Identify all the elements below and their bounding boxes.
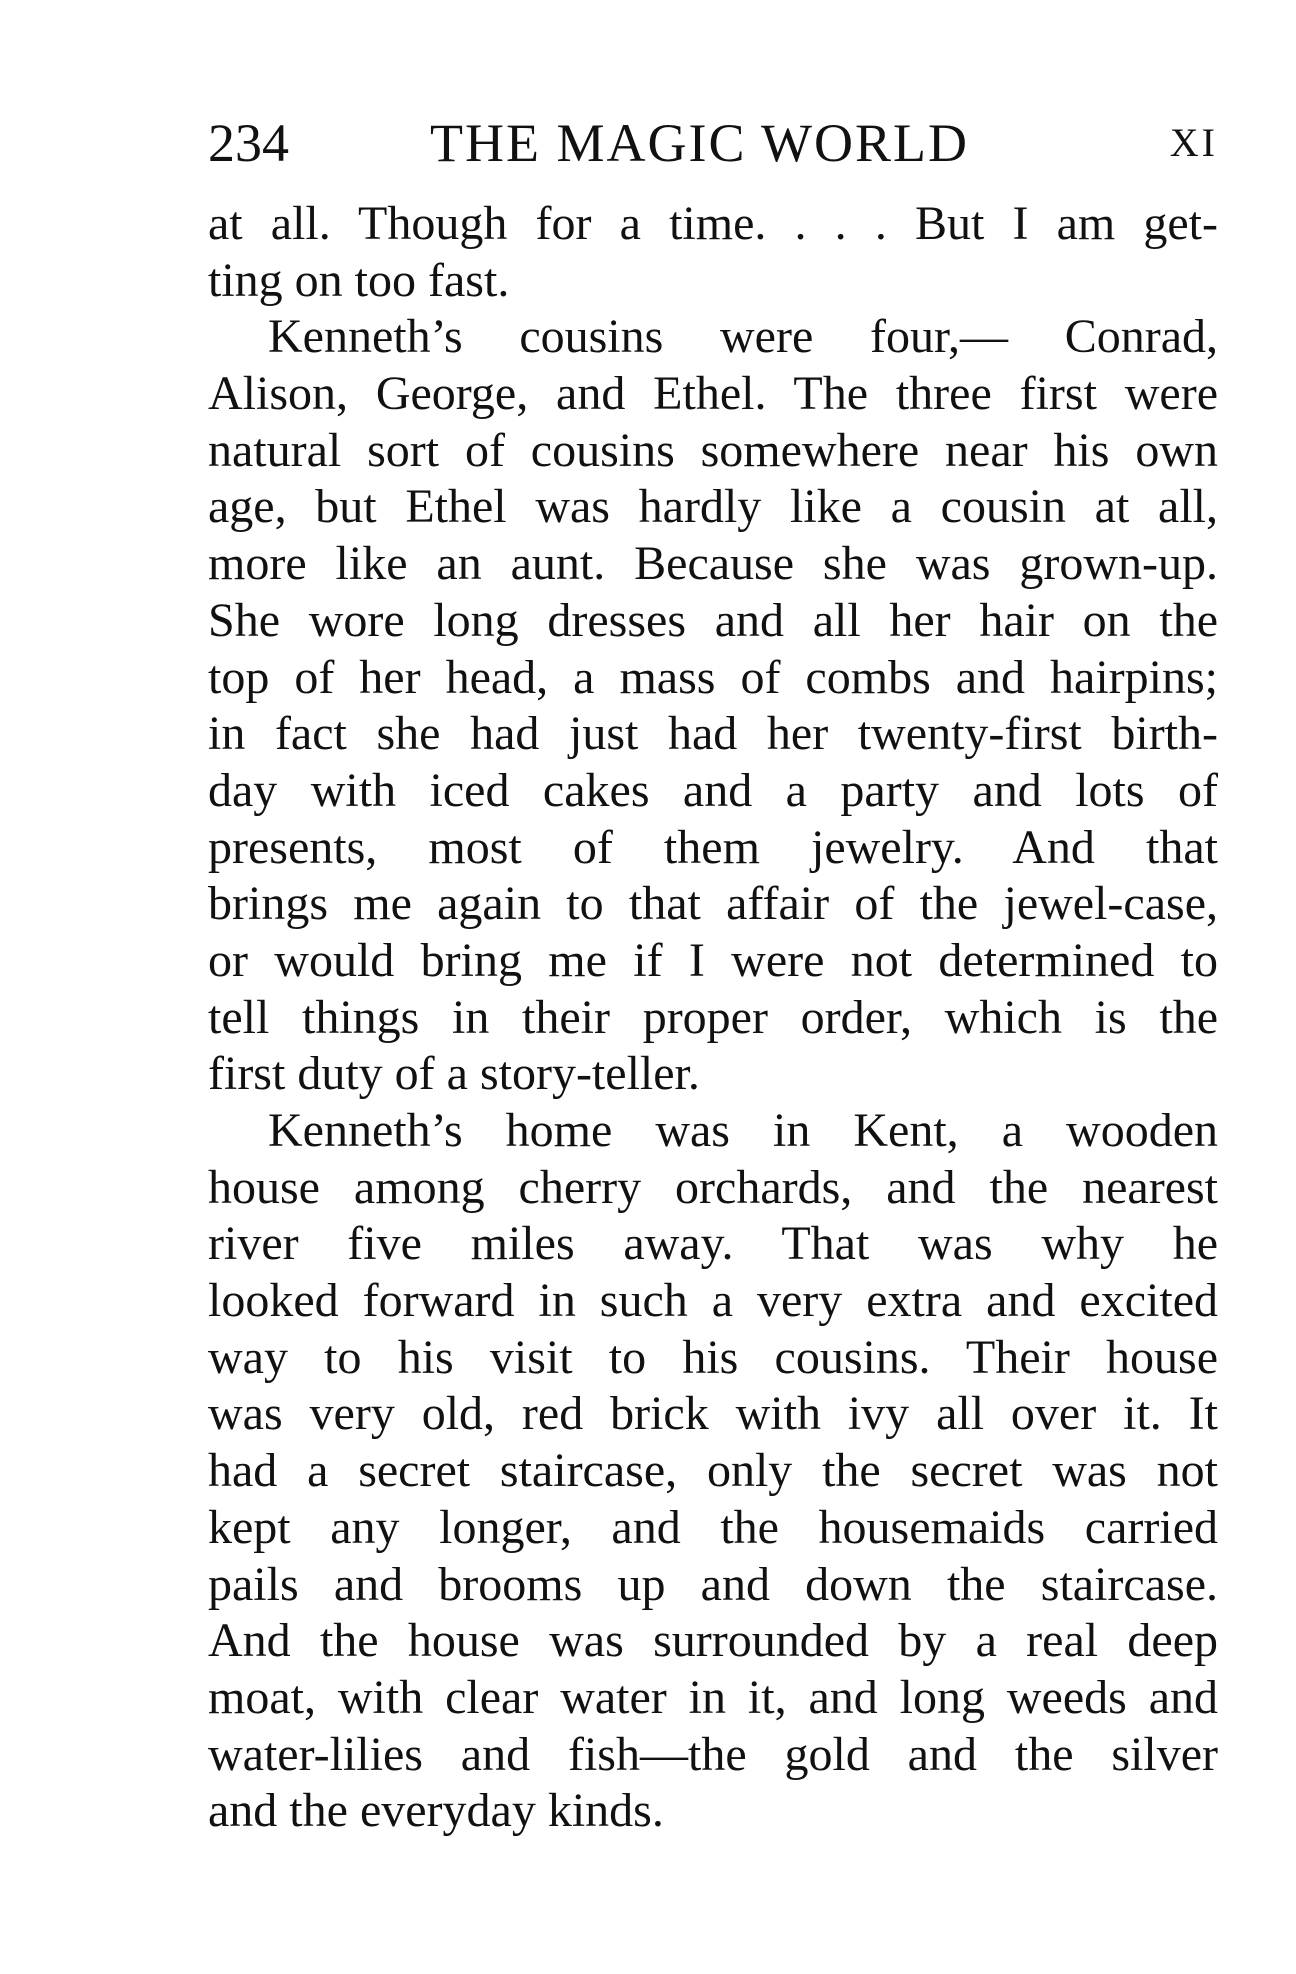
text-line: Kenneth’s cousins were four,— Conrad, (268, 310, 1218, 364)
text-line: Alison, George, and Ethel. The three first were (208, 367, 1218, 421)
running-head (208, 108, 1218, 178)
text-line: had a secret staircase, only the secret was not (208, 1444, 1218, 1498)
text-line: day with iced cakes and a party and lots of (208, 763, 1218, 817)
book-title: THE MAGIC WORLD (430, 113, 969, 173)
text-line: and the everyday kinds. (208, 1784, 664, 1838)
body-text (208, 196, 1218, 1840)
text-line: age, but Ethel was hardly like a cousin at all, (208, 480, 1218, 534)
page-number: 234 (208, 113, 289, 173)
text-line: brings me again to that affair of the jewel-case, (208, 877, 1218, 931)
text-line: presents, most of them jewelry. And that (208, 820, 1218, 874)
text-line: or would bring me if I were not determined to (208, 933, 1218, 987)
text-line: ting on too fast. (208, 253, 510, 307)
text-line: at all. Though for a time. . . . But I am get- (208, 197, 1218, 250)
text-line: And the house was surrounded by a real deep (208, 1614, 1218, 1668)
text-line: water-lilies and fish—the gold and the silver (208, 1727, 1218, 1781)
text-line: kept any longer, and the housemaids carried (208, 1500, 1218, 1554)
text-line: river five miles away. That was why he (208, 1217, 1218, 1271)
text-line: first duty of a story-teller. (208, 1047, 700, 1101)
text-line: more like an aunt. Because she was grown-up. (208, 537, 1218, 591)
text-line: moat, with clear water in it, and long weeds and (208, 1670, 1218, 1724)
text-line: looked forward in such a very extra and excited (208, 1274, 1218, 1328)
text-line: house among cherry orchards, and the nearest (208, 1160, 1218, 1214)
text-line: She wore long dresses and all her hair on the (208, 593, 1218, 647)
text-line: pails and brooms up and down the staircase. (208, 1557, 1218, 1611)
text-line: natural sort of cousins somewhere near his own (208, 423, 1218, 477)
text-line: was very old, red brick with ivy all over it. It (208, 1387, 1218, 1441)
text-line: way to his visit to his cousins. Their house (208, 1330, 1218, 1384)
text-line: in fact she had just had her twenty-first birth- (208, 707, 1218, 761)
chapter-number: XI (1169, 120, 1218, 165)
text-line: Kenneth’s home was in Kent, a wooden (268, 1104, 1218, 1157)
text-line: top of her head, a mass of combs and hairpins; (208, 650, 1218, 704)
text-line: tell things in their proper order, which is the (208, 990, 1218, 1044)
